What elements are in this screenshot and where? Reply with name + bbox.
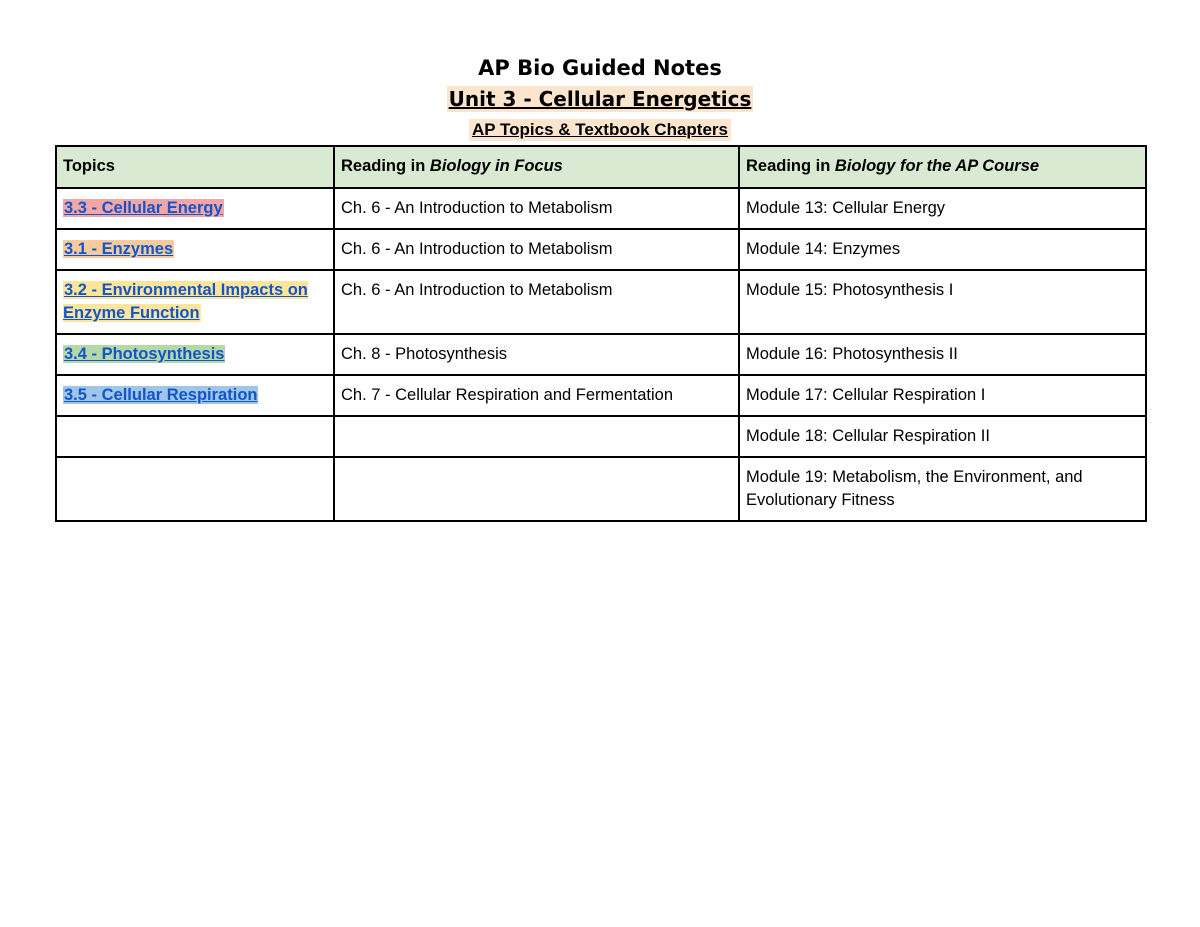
ap-reading-cell: Module 13: Cellular Energy <box>739 188 1146 229</box>
header-biology-in-focus <box>334 146 739 188</box>
section-title-wrap <box>0 119 1200 141</box>
section-title: AP Topics & Textbook Chapters <box>469 119 731 141</box>
document-title: AP Bio Guided Notes <box>478 56 722 80</box>
table-row <box>56 457 1146 521</box>
header-ap-book: Biology for the AP Course <box>834 157 1040 175</box>
header-focus-book: Biology in Focus <box>429 157 563 175</box>
table-row <box>56 188 1146 229</box>
focus-reading-cell: Ch. 6 - An Introduction to Metabolism <box>334 229 739 270</box>
table-row <box>56 229 1146 270</box>
ap-reading-cell: Module 17: Cellular Respiration I <box>739 375 1146 416</box>
table-row <box>56 270 1146 334</box>
topic-cell <box>56 188 334 229</box>
ap-reading-cell: Module 16: Photosynthesis II <box>739 334 1146 375</box>
topic-cell-empty <box>56 457 334 521</box>
topic-link[interactable]: 3.2 - Environmental Impacts on Enzyme Function <box>63 281 308 322</box>
header-focus-prefix: Reading in <box>341 157 430 175</box>
topics-table <box>55 145 1147 522</box>
focus-reading-cell: Ch. 7 - Cellular Respiration and Fermentation <box>334 375 739 416</box>
topic-cell <box>56 334 334 375</box>
topic-link[interactable]: 3.5 - Cellular Respiration <box>64 386 258 404</box>
header-ap-prefix: Reading in <box>746 157 835 175</box>
topic-link[interactable]: 3.1 - Enzymes <box>64 240 174 258</box>
topic-cell-empty <box>56 416 334 457</box>
table-row <box>56 334 1146 375</box>
ap-reading-cell: Module 14: Enzymes <box>739 229 1146 270</box>
header-topics-label: Topics <box>63 157 115 175</box>
unit-title: Unit 3 - Cellular Energetics <box>448 87 752 111</box>
ap-reading-cell: Module 19: Metabolism, the Environment, and Evolutionary Fitness <box>739 457 1146 521</box>
unit-title-wrap <box>0 86 1200 112</box>
table-header-row <box>56 146 1146 188</box>
ap-reading-cell: Module 15: Photosynthesis I <box>739 270 1146 334</box>
topic-cell <box>56 229 334 270</box>
header-topics <box>56 146 334 188</box>
table-row <box>56 416 1146 457</box>
focus-reading-cell-empty <box>334 457 739 521</box>
focus-reading-cell: Ch. 6 - An Introduction to Metabolism <box>334 188 739 229</box>
focus-reading-cell-empty <box>334 416 739 457</box>
header-biology-ap-course <box>739 146 1146 188</box>
topic-link[interactable]: 3.4 - Photosynthesis <box>64 345 225 363</box>
focus-reading-cell: Ch. 8 - Photosynthesis <box>334 334 739 375</box>
topic-cell <box>56 270 334 334</box>
topic-cell <box>56 375 334 416</box>
topic-link[interactable]: 3.3 - Cellular Energy <box>64 199 223 217</box>
ap-reading-cell: Module 18: Cellular Respiration II <box>739 416 1146 457</box>
table-row <box>56 375 1146 416</box>
focus-reading-cell: Ch. 6 - An Introduction to Metabolism <box>334 270 739 334</box>
